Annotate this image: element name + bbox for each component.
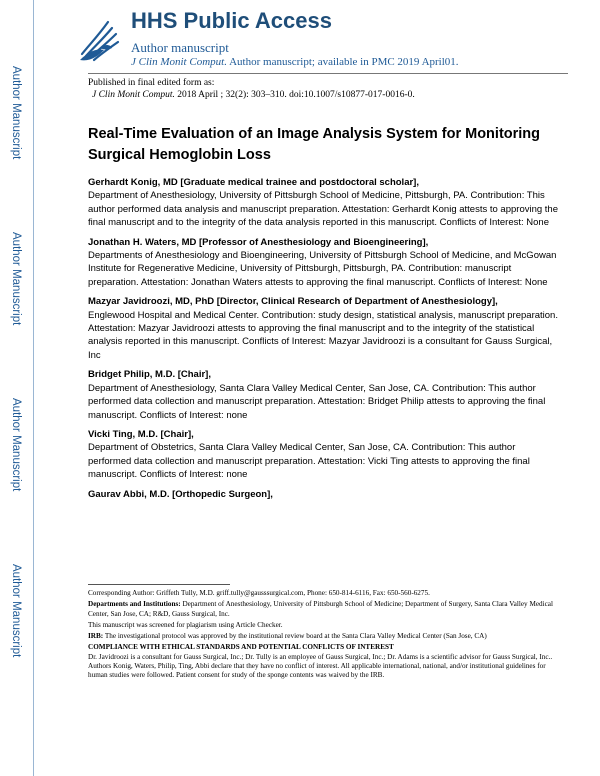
header-title: HHS Public Access bbox=[131, 8, 332, 33]
author-entry bbox=[88, 488, 558, 501]
author-entry bbox=[88, 236, 558, 290]
publication-info bbox=[88, 77, 415, 101]
author-details: Departments of Anesthesiology and Bioengineering, University of Pittsburgh School of Medicine, and McGowan Institute for Regenerative Medicine, University of Pittsburgh, Pittsburgh, PA. Contribution: manuscript preparation. Attestation: Jonathan Waters attests to approving the final manuscript. Conflicts of Interest: None bbox=[88, 250, 557, 288]
side-margin bbox=[0, 0, 52, 776]
side-label: Author Manuscript bbox=[10, 66, 22, 160]
corresponding-author: Corresponding Author: Griffeth Tully, M.D. griff.tully@gausssurgical.com, Phone: 650-814-6116, Fax: 650-560-6275. bbox=[88, 589, 430, 597]
author-name: Mazyar Javidroozi, MD, PhD [Director, Clinical Research of Department of Anesthesiology], bbox=[88, 296, 498, 308]
author-name: Gaurav Abbi, M.D. [Orthopedic Surgeon], bbox=[88, 488, 273, 500]
article-title: Real-Time Evaluation of an Image Analysis System for Monitoring Surgical Hemoglobin Loss bbox=[88, 126, 541, 163]
author-name: Bridget Philip, M.D. [Chair], bbox=[88, 369, 211, 381]
author-name: Vicki Ting, M.D. [Chair], bbox=[88, 428, 194, 440]
irb-note: IRB: The investigational protocol was approved by the institutional review board at the Santa Clara Valley Medical Center (San Jose, CA) bbox=[88, 632, 487, 641]
side-label: Author Manuscript bbox=[10, 232, 22, 326]
publication-label: Published in final edited form as: bbox=[88, 78, 215, 88]
author-entry bbox=[88, 368, 558, 422]
side-label: Author Manuscript bbox=[10, 564, 22, 658]
header-rule bbox=[88, 73, 568, 74]
author-entry bbox=[88, 176, 558, 230]
publication-citation: J Clin Monit Comput. 2018 April ; 32(2): 303–310. doi:10.1007/s10877-017-0016-0. bbox=[92, 90, 415, 100]
footnotes bbox=[88, 589, 558, 683]
author-details: Department of Obstetrics, Santa Clara Valley Medical Center, San Jose, CA. Contribution: This author performed data collection and manuscript preparation. Attestation: Vicki Ting attests to approving the final manuscript. Conflicts of Interest: none bbox=[88, 442, 530, 481]
author-details: Department of Anesthesiology, University of Pittsburgh School of Medicine, Pittsburgh, PA. Contribution: This author performed data analysis and manuscript preparation. Attestation: Gerhardt Konig attests to approving the final manuscript and to the integrity of the data analysis reported in this manuscript. Conflicts of Interest: None bbox=[88, 190, 558, 229]
plagiarism-note: This manuscript was screened for plagiarism using Article Checker. bbox=[88, 620, 283, 629]
footnote-rule bbox=[88, 584, 230, 585]
compliance-text: Dr. Javidroozi is a consultant for Gauss Surgical, Inc.; Dr. Tully is an employee of Gauss Surgical, Inc.; Dr. Adams is a scientific advisor for Gauss Surgical, Inc.. Authors Konig, Waters, Philip, Ting, Abbi declare that they have no conflict of interest. All applicable international, national, and/or institutional guidelines for human studies were followed. Patient consent for study of the sponge contents was waived by the IRB. bbox=[88, 652, 553, 680]
header-citation: J Clin Monit Comput. Author manuscript; available in PMC 2019 April01. bbox=[131, 56, 459, 68]
hhs-eagle-logo-icon bbox=[74, 14, 122, 68]
author-details: Department of Anesthesiology, Santa Clara Valley Medical Center, San Jose, CA. Contribution: This author performed data collection and manuscript preparation. Attestation: Bridget Philip attests to approving the final manuscript. Conflicts of Interest: none bbox=[88, 382, 546, 421]
side-label: Author Manuscript bbox=[10, 398, 22, 492]
author-entry bbox=[88, 295, 558, 362]
author-name: Jonathan H. Waters, MD [Professor of Anesthesiology and Bioengineering], bbox=[88, 236, 429, 248]
header-subtitle: Author manuscript bbox=[131, 40, 229, 55]
author-name: Gerhardt Konig, MD [Graduate medical trainee and postdoctoral scholar], bbox=[88, 177, 419, 188]
compliance-heading: COMPLIANCE WITH ETHICAL STANDARDS AND POTENTIAL CONFLICTS OF INTEREST bbox=[88, 643, 394, 652]
departments-note: Departments and Institutions: Department of Anesthesiology, University of Pittsburgh School of Medicine; Department of Surgery, Santa Clara Valley Medical Center, San Jose, CA; R&D, Gauss Surgical, Inc. bbox=[88, 600, 553, 618]
author-details: Englewood Hospital and Medical Center. Contribution: study design, statistical analysis, manuscript preparation. Attestation: Mazyar Javidroozi attests to approving the final manuscript and to the integrity of the statistical analysis reported in this manuscript. Conflicts of Interest: Mazyar Javidroozi is a consultant for Gauss Surgical, Inc bbox=[88, 309, 558, 361]
author-entry bbox=[88, 428, 558, 482]
author-list bbox=[88, 176, 558, 507]
margin-divider bbox=[33, 0, 34, 776]
